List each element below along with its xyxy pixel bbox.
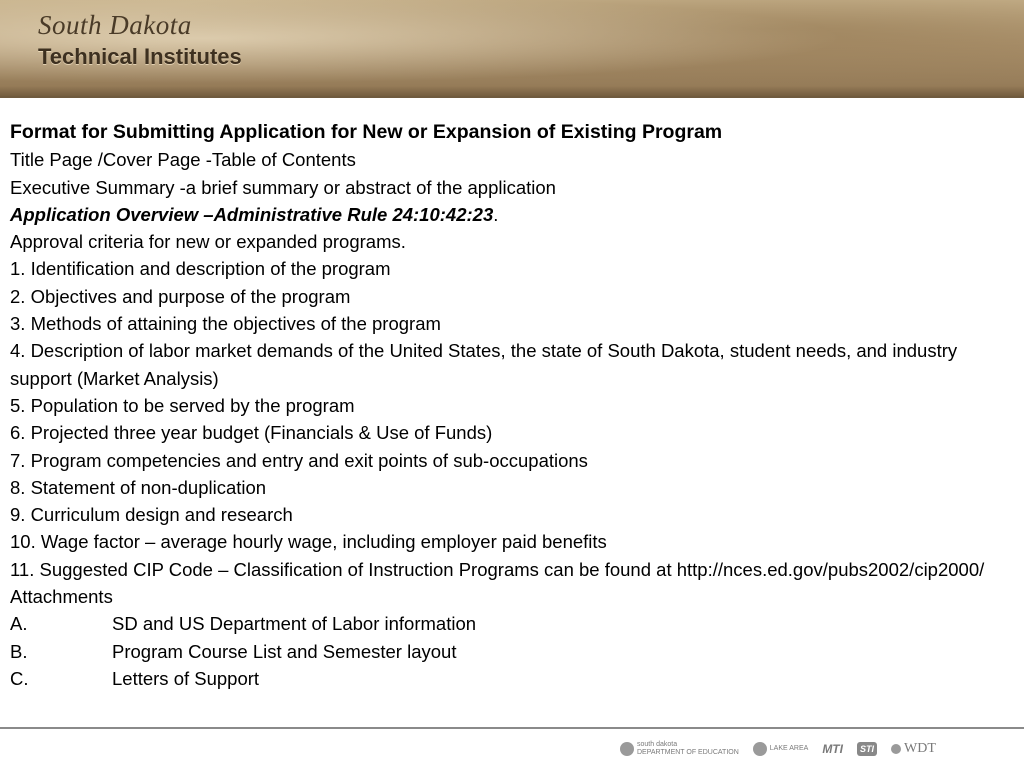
executive-summary-line: Executive Summary -a brief summary or abstract of the application xyxy=(10,176,556,198)
logo-script-text: South Dakota xyxy=(38,10,192,40)
footer-logo-strip xyxy=(620,736,1020,762)
lake-area-logo xyxy=(753,742,809,756)
sti-logo xyxy=(857,742,877,756)
list-item: 2. Objectives and purpose of the program xyxy=(10,285,351,307)
wdt-logo xyxy=(891,741,936,757)
sti-logo-text: STI xyxy=(857,742,877,756)
attachment-item xyxy=(10,610,1016,637)
approval-line: Approval criteria for new or expanded programs. xyxy=(10,231,406,253)
list-item: 5. Population to be served by the program xyxy=(10,394,355,416)
doe-logo-bottom: DEPARTMENT OF EDUCATION xyxy=(637,749,739,756)
attachments-label: Attachments xyxy=(10,586,113,608)
attachment-item xyxy=(10,638,1016,665)
overview-period: . xyxy=(493,203,499,225)
doe-logo-top: south dakota xyxy=(637,741,678,748)
page-title: Format for Submitting Application for New or Expansion of Existing Program xyxy=(10,121,723,143)
list-item: 3. Methods of attaining the objectives of the program xyxy=(10,313,441,335)
attachment-item xyxy=(10,665,1016,692)
document-body xyxy=(10,119,1016,692)
list-item: 11. Suggested CIP Code – Classification of Instruction Programs can be found at http://nces.ed.gov/pubs2002/cip2000/ xyxy=(10,558,985,580)
wdt-emblem-icon xyxy=(891,744,901,754)
mti-logo xyxy=(822,742,843,756)
doe-logo xyxy=(620,741,739,757)
attachment-letter: B. xyxy=(10,640,28,662)
list-item: 7. Program competencies and entry and exit points of sub-occupations xyxy=(10,449,588,471)
mti-logo-text: MTI xyxy=(822,742,843,756)
footer-divider xyxy=(0,727,1024,729)
doe-emblem-icon xyxy=(620,742,634,756)
list-item: 1. Identification and description of the program xyxy=(10,258,391,280)
overview-label: Application Overview –Administrative Rule 24:10:42:23 xyxy=(10,203,494,225)
attachment-text: SD and US Department of Labor information xyxy=(112,613,477,635)
logo-main-text: Technical Institutes xyxy=(38,44,242,69)
attachment-text: Letters of Support xyxy=(112,667,260,689)
lake-area-emblem-icon xyxy=(753,742,767,756)
header-banner xyxy=(0,0,1024,98)
wdt-logo-text: WDT xyxy=(904,741,936,756)
list-item: 4. Description of labor market demands of the United States, the state of South Dakota, student needs, and industry support (Market Analysis) xyxy=(10,340,958,389)
title-page-line: Title Page /Cover Page -Table of Contents xyxy=(10,149,356,171)
list-item: 10. Wage factor – average hourly wage, including employer paid benefits xyxy=(10,531,607,553)
list-item: 9. Curriculum design and research xyxy=(10,504,293,526)
attachment-letter: A. xyxy=(10,613,28,635)
attachment-text: Program Course List and Semester layout xyxy=(112,640,457,662)
overview-line xyxy=(10,201,1016,228)
list-item: 6. Projected three year budget (Financials & Use of Funds) xyxy=(10,422,493,444)
attachment-letter: C. xyxy=(10,667,29,689)
list-item: 8. Statement of non-duplication xyxy=(10,476,267,498)
lake-area-logo-text: LAKE AREA xyxy=(769,745,809,752)
